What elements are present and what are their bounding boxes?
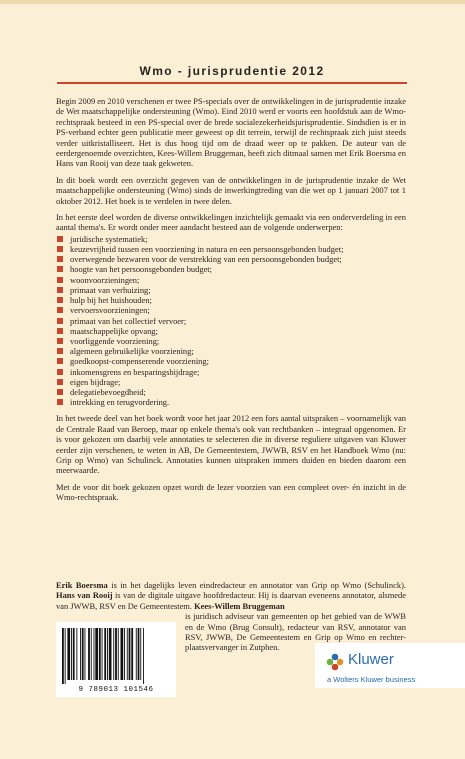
isbn-barcode [56, 622, 176, 697]
barcode-bar [129, 628, 131, 680]
publisher-logo-block [315, 643, 465, 688]
barcode-bar [67, 628, 70, 680]
bullet-icon [57, 318, 63, 324]
barcode-bar [91, 628, 92, 680]
barcode-bar [80, 628, 81, 680]
barcode-bar [76, 628, 77, 680]
barcode-bar [99, 628, 101, 680]
barcode-bars [56, 622, 176, 686]
bullet-icon [57, 256, 63, 262]
bullet-icon [57, 287, 63, 293]
list-item: vervoersvoorzieningen; [56, 305, 406, 315]
barcode-bar [113, 628, 114, 680]
bullet-icon [57, 236, 63, 242]
list-item: intrekking en terugvordering. [56, 397, 406, 407]
bullet-icon [57, 328, 63, 334]
topics-list [56, 234, 406, 407]
list-item: voorliggende voorziening; [56, 336, 406, 346]
closing-paragraph: Met de voor dit boek gekozen opzet wordt de lezer voorzien van een compleet over- én inzicht in de Wmo-rechtspraak. [56, 481, 406, 503]
barcode-bar [104, 628, 106, 680]
second-part-paragraph: In het tweede deel van het boek wordt voor het jaar 2012 een fors aantal uitspraken – voornamelijk van de Centrale Raad van Beroep, maar op enkele thema's ook van rechtbanken – integraal opgenomen. Er is voor gekozen om daarbij vele annotaties te selecteren die in diverse reguliere uitgaven van Kluwer eerder zijn verschenen, te weten in AB, De Gemeentestem, JWWB, RSV en het Handboek Wmo (nu: Grip op Wmo) van Schulinck. Annotaties kunnen uitspraken immers duiden en bieden daarom een meerwaarde. [56, 413, 406, 476]
publisher-tagline: a Wolters Kluwer business [327, 675, 416, 684]
bullet-icon [57, 338, 63, 344]
barcode-bar [109, 628, 112, 680]
list-item: delegatiebevoegdheid; [56, 387, 406, 397]
list-item: primaat van het collectief vervoer; [56, 316, 406, 326]
barcode-bar [124, 628, 125, 680]
barcode-bar [121, 628, 124, 680]
barcode-bar [102, 628, 103, 680]
list-item: eigen bijdrage; [56, 377, 406, 387]
bullet-icon [57, 246, 63, 252]
overview-paragraph: In dit boek wordt een overzicht gegeven van de ontwikkelingen in de jurisprudentie inzake de Wet maatschappelijke ondersteuning (Wmo) sinds de inwerkingtreding van die wet op 1 januari 2007 tot 1 oktober 2012. Het boek is te verdelen in twee delen. [56, 174, 406, 206]
barcode-bar [115, 628, 117, 680]
list-item: overwegende bezwaren voor de verstrekking van een persoonsgebonden budget; [56, 254, 406, 264]
bio-top [56, 580, 406, 611]
book-title: Wmo - jurisprudentie 2012 [139, 64, 325, 78]
barcode-bar [131, 628, 133, 680]
list-item: goedkoopst-compenserende voorziening; [56, 356, 406, 366]
list-item: inkomensgrens en besparingsbijdrage; [56, 367, 406, 377]
bullet-icon [57, 266, 63, 272]
author-name-boersma: Erik Boersma [56, 580, 108, 590]
bullet-icon [57, 277, 63, 283]
bullet-icon [57, 379, 63, 385]
isbn-number: 9 789013 101546 [78, 686, 154, 694]
bullet-icon [57, 297, 63, 303]
barcode-bar [62, 628, 64, 684]
barcode-bar [127, 628, 128, 680]
barcode-bar [136, 628, 137, 680]
author-name-van-rooij: Hans van Rooij [56, 590, 113, 601]
barcode-bar [71, 628, 72, 680]
bullet-icon [57, 307, 63, 313]
bullet-icon [57, 358, 63, 364]
barcode-bar [138, 628, 140, 680]
kluwer-logo-icon [325, 652, 345, 672]
bullet-icon [57, 348, 63, 354]
bullet-icon [57, 399, 63, 405]
bullet-icon [57, 389, 63, 395]
list-item: maatschappelijke opvang; [56, 326, 406, 336]
topics-intro-paragraph: In het eerste deel worden de diverse ontwikkelingen inzichtelijk gemaakt via een onderverdeling in een aantal thema's. Er wordt onder meer aandacht besteed aan de volgende onderwerpen: [56, 212, 406, 233]
title-block [57, 64, 407, 84]
list-item: hulp bij het huishouden; [56, 295, 406, 305]
title-rule [57, 82, 407, 84]
list-item: keuzevrijheid tussen een voorziening in natura en een persoonsgebonden budget; [56, 244, 406, 254]
bullet-icon [57, 369, 63, 375]
list-item: algemeen gebruikelijke voorziening; [56, 346, 406, 356]
barcode-bar [73, 628, 75, 680]
list-item: primaat van verhuizing; [56, 285, 406, 295]
list-item: woonvoorzieningen; [56, 275, 406, 285]
list-item: juridische systematiek; [56, 234, 406, 244]
barcode-bar [118, 628, 119, 680]
barcode-bar [85, 628, 86, 680]
bio-text-boersma: is in het dagelijks leven eindredacteur en annotator van Grip op Wmo (Schulinck). [107, 580, 406, 590]
bio-text-van-rooij: is van de digitale uitgave hoofdredacteur. Hij is daarvan eveneens annotator, alsmede van JWWB, RSV en De Gemeentestem. [56, 590, 406, 611]
barcode-bar [65, 628, 66, 684]
list-item: hoogte van het persoonsgebonden budget; [56, 264, 406, 274]
barcode-bar [143, 628, 144, 684]
author-name-bruggeman: Kees-Willem Bruggeman [194, 600, 285, 611]
barcode-bar [107, 628, 108, 680]
bio-bruggeman-text: is juridisch adviseur van gemeenten op het gebied van de WWB en de Wmo (Brug Consult), redacteur van RSV, annotator van RSV, JWWB, De Gemeentestem en Grip op Wmo en rechter-plaatsvervanger in Zutphen. [185, 611, 406, 653]
barcode-bar [88, 628, 90, 680]
top-edge [0, 0, 465, 4]
blurb [56, 96, 406, 509]
intro-paragraph: Begin 2009 en 2010 verschenen er twee PS-specials over de ontwikkelingen in de jurisprudentie inzake de Wet maatschappelijke ondersteuning (Wmo). Eind 2010 werd er voorts een hoofdstuk aan de Wmo-rechtspraak besteed in een PS-special over de brede socialezekerheidsjurisprudentie. Sindsdien is er in PS-verband echter geen publicatie meer geweest op dit terrein, terwijl de rechtspraak zich juist steeds verder uitkristalliseert. Het is dus hoog tijd om de draad weer op te pakken. De auteur van de eerdergenoemde overzichten, Kees-Willem Bruggeman, heeft zich ditmaal samen met Erik Boersma en Hans van Rooij van deze taak gekweten. [56, 96, 406, 169]
barcode-bar [94, 628, 95, 680]
barcode-bar [82, 628, 84, 680]
publisher-name: Kluwer [348, 651, 394, 668]
barcode-bar [95, 628, 98, 680]
barcode-bar [140, 628, 141, 680]
